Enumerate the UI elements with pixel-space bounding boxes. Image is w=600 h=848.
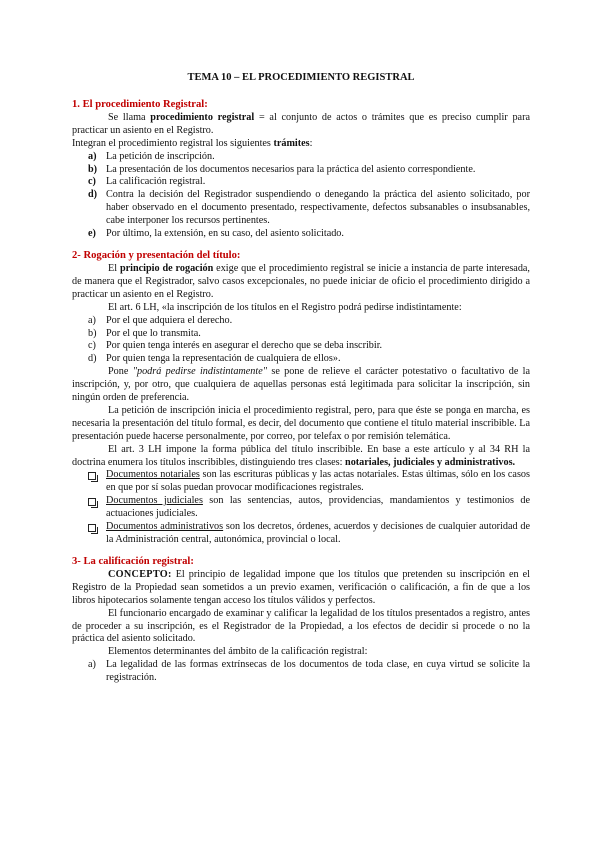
section-3-heading: 3- La calificación registral:	[72, 555, 194, 567]
checkbox-bullet-icon	[88, 472, 96, 480]
list-item: a) La petición de inscripción.	[88, 150, 215, 162]
section-2-paragraph-1: El principio de rogación exige que el procedimiento registral se inicie a instancia de parte interesada, de manera que el Registrador, salvo casos excepcionales, no puede iniciar de oficio el procedimiento dirigido a practicar un asiento en el Registro.	[72, 262, 530, 300]
section-1-paragraph-1: Se llama procedimiento registral = al conjunto de actos o trámites que es preciso cumplir para practicar un asiento en el Registro.	[72, 111, 530, 136]
list-item: c) Por quien tenga interés en asegurar el derecho que se deba inscribir.	[88, 340, 383, 352]
list-item: b) Por el que lo transmita.	[88, 327, 201, 339]
checkbox-bullet-icon	[88, 524, 96, 532]
section-2-applicants-list	[72, 315, 530, 367]
list-item: Documentos administrativos son los decretos, órdenes, acuerdos y decisiones de cualquier autoridad de la Administración central, autonómica, provincial o local.	[72, 521, 530, 547]
section-3-elements-list	[72, 659, 530, 685]
section-3-paragraph-3: Elementos determinantes del ámbito de la calificación registral:	[108, 646, 368, 658]
list-item: Documentos judiciales son las sentencias, autos, providencias, mandamientos y testimonios de actuaciones judiciales.	[72, 495, 530, 521]
section-1-steps-list	[72, 151, 530, 241]
section-2-title-types-list	[72, 469, 530, 546]
section-1-heading: 1. El procedimiento Registral:	[72, 98, 208, 110]
section-2-paragraph-5: El art. 3 LH impone la forma pública del título inscribible. En base a este artículo y al 34 RH la doctrina enumera los títulos inscribibles, distinguiendo tres clases: notariales, judiciales y administrativos.	[72, 443, 530, 468]
section-3-paragraph-2: El funcionario encargado de examinar y calificar la legalidad de los títulos presentados a registro, antes de proceder a su inscripción, es el Registrador de la Propiedad, a los efectos de decidir si procede o no la práctica del asiento solicitado.	[72, 607, 530, 645]
list-item: a) La legalidad de las formas extrínsecas de los documentos de toda clase, en cuya virtud se solicite la registración.	[88, 659, 530, 684]
document-page	[72, 72, 530, 685]
list-item: d) Contra la decisión del Registrador suspendiendo o denegando la práctica del asiento solicitado, por haber observado en el documento presentado, respectivamente, defectos subsanables o insubsanables, cabe interponer los recursos pertinentes.	[88, 189, 530, 227]
list-item: d) Por quien tenga la representación de cualquiera de ellos».	[88, 353, 341, 365]
section-3-paragraph-1: CONCEPTO: El principio de legalidad impone que los títulos que pretenden su inscripción en el Registro de la Propiedad sean sometidos a un previo examen, verificación o calificación, a fin de que a los libros hipotecarios solamente tengan acceso los títulos válidos y perfectos.	[72, 568, 530, 606]
document-title: TEMA 10 – EL PROCEDIMIENTO REGISTRAL	[187, 72, 415, 83]
section-2-paragraph-2: El art. 6 LH, «la inscripción de los títulos en el Registro podrá pedirse indistintamente:	[108, 301, 462, 313]
section-1-paragraph-2: Integran el procedimiento registral los siguientes trámites:	[72, 137, 313, 149]
section-2-paragraph-4: La petición de inscripción inicia el procedimiento registral, pero, para que éste se ponga en marcha, es necesaria la presentación del título formal, es decir, del documento que contiene el título material inscribible. La presentación puede hacerse personalmente, por correo, por telefax o por remisión telemática.	[72, 404, 530, 442]
section-2-paragraph-3: Pone "podrá pedirse indistintamente" se pone de relieve el carácter potestativo o facultativo de la inscripción, y, por otro, que cualquiera de aquellas personas está legitimada para solicitar la inscripción, sin ningún orden de preferencia.	[72, 366, 531, 404]
section-2-heading: 2- Rogación y presentación del título:	[72, 249, 241, 261]
list-item: b) La presentación de los documentos necesarios para la práctica del asiento correspondiente.	[88, 163, 476, 175]
list-item: a) Por el que adquiera el derecho.	[88, 314, 233, 326]
checkbox-bullet-icon	[88, 498, 96, 506]
list-item: Documentos notariales son las escrituras públicas y las actas notariales. Estas últimas, sólo en los casos en que por sí solas puedan provocar modificaciones registrales.	[72, 469, 530, 495]
list-item: c) La calificación registral.	[88, 176, 206, 188]
list-item: e) Por último, la extensión, en su caso, del asiento solicitado.	[88, 228, 344, 240]
